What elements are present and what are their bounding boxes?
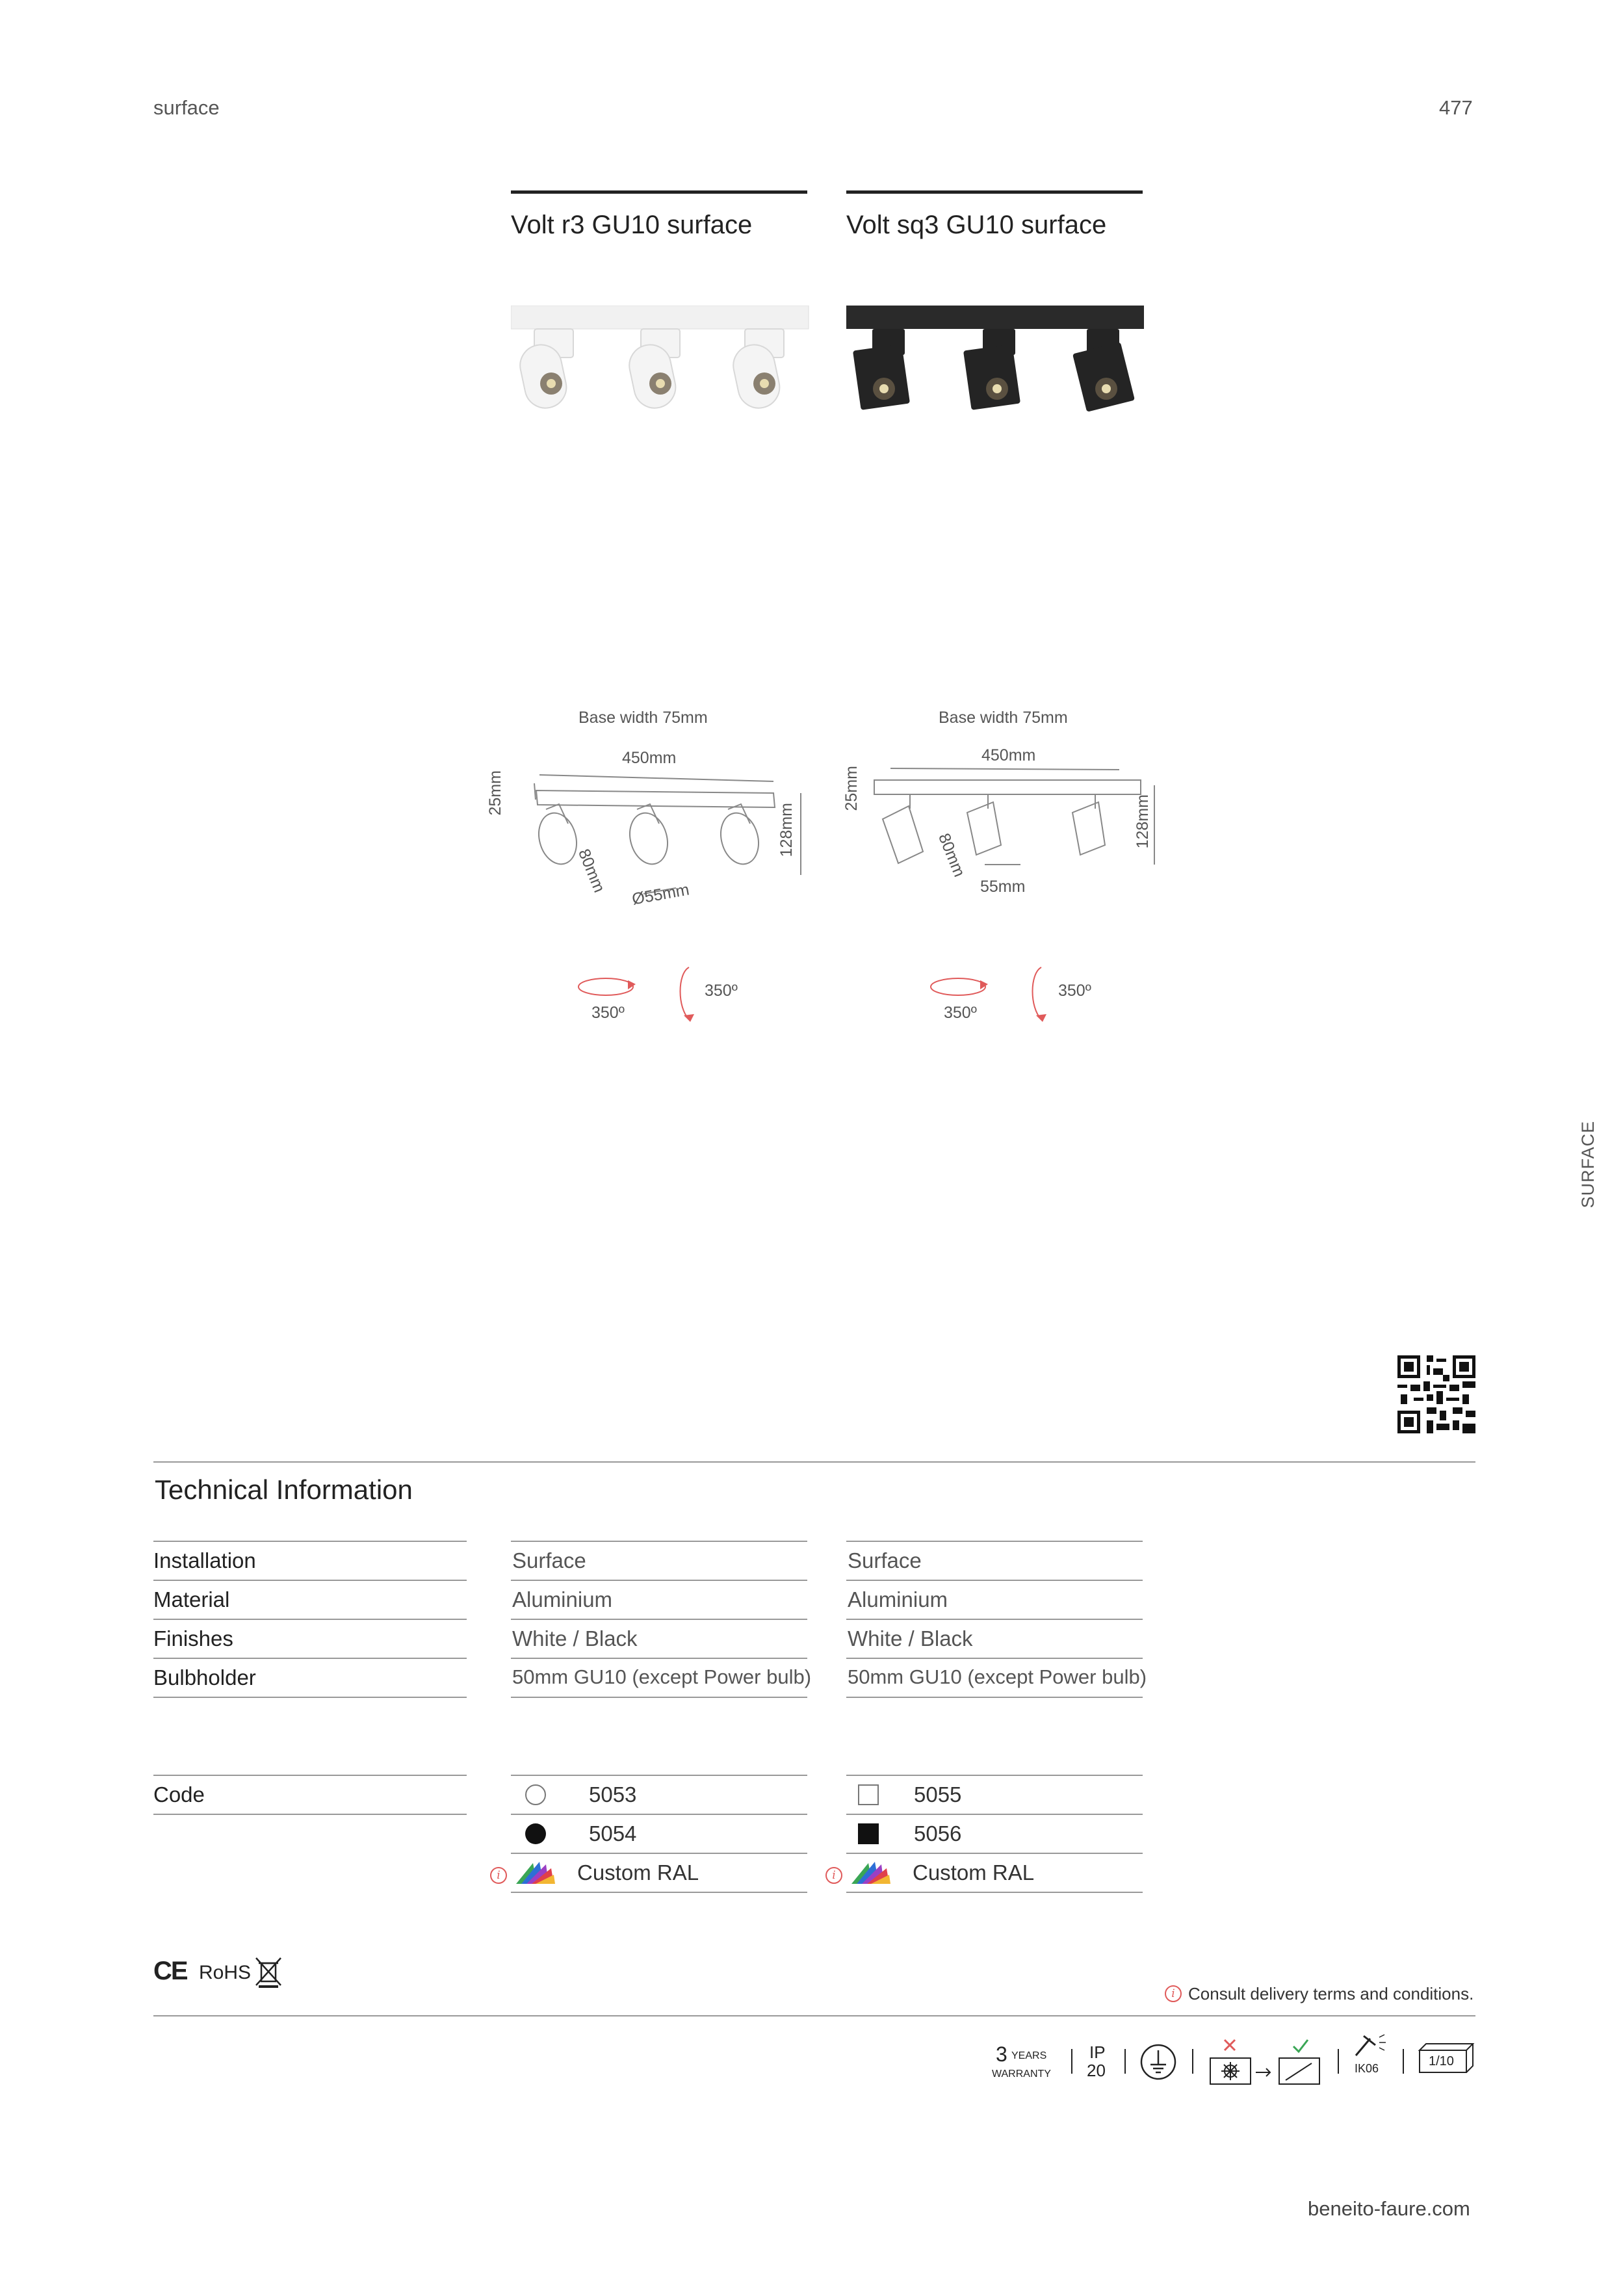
product-1-head: Ø55mm — [630, 880, 691, 909]
product-2-rotation-vertical: 350º — [1058, 982, 1091, 1000]
warranty-years: 3 — [996, 2042, 1007, 2066]
info-icon[interactable]: i — [825, 1867, 842, 1884]
separator — [1403, 2049, 1404, 2074]
product-1-installation: Surface — [512, 1548, 586, 1572]
separator — [1071, 2049, 1072, 2074]
label-material: Material — [153, 1587, 230, 1611]
product-1-arm: 80mm — [575, 846, 609, 895]
code-rule — [846, 1892, 1143, 1893]
impact-hammer-icon — [1352, 2032, 1388, 2058]
black-round-swatch-icon — [525, 1823, 546, 1844]
ik-rating: IK06 — [1355, 2062, 1379, 2075]
code-rule — [511, 1892, 807, 1893]
spec-rule — [846, 1580, 1143, 1581]
product-2-finishes: White / Black — [848, 1626, 973, 1650]
code-rule — [511, 1853, 807, 1854]
product-2-rotation-icon — [924, 962, 1067, 1034]
spec-rule — [846, 1697, 1143, 1698]
product-2-photo — [846, 306, 1145, 413]
product-2-base-width: Base width 75mm — [939, 709, 1068, 727]
spec-rule — [846, 1658, 1143, 1659]
delivery-note: Consult delivery terms and conditions. — [1188, 1984, 1474, 2003]
product-2-material: Aluminium — [848, 1587, 948, 1611]
code-5054[interactable]: 5054 — [589, 1821, 637, 1846]
ip-label: IP — [1089, 2042, 1106, 2062]
spec-rule — [511, 1580, 807, 1581]
code-rule — [511, 1814, 807, 1815]
spec-rule — [511, 1697, 807, 1698]
weee-bin-icon — [253, 1955, 283, 1989]
spec-rule — [846, 1619, 1143, 1620]
product-1-base-width: Base width 75mm — [578, 709, 708, 727]
product-2-installation: Surface — [848, 1548, 922, 1572]
ce-mark-icon: CE — [153, 1957, 187, 1985]
spec-rule — [511, 1658, 807, 1659]
code-rule — [153, 1814, 467, 1815]
product-2-title: Volt sq3 GU10 surface — [846, 211, 1107, 239]
code-5053[interactable]: 5053 — [589, 1782, 637, 1807]
label-bulbholder: Bulbholder — [153, 1665, 256, 1689]
separator — [1338, 2049, 1339, 2074]
product-1-photo — [511, 306, 810, 413]
product-2-custom-ral[interactable]: Custom RAL — [913, 1860, 1035, 1885]
spec-rule — [846, 1541, 1143, 1542]
product-1-title-rule — [511, 190, 807, 194]
product-1-rotation-vertical: 350º — [705, 982, 738, 1000]
product-2-rotation-horizontal: 350º — [944, 1004, 977, 1022]
warranty-label: WARRANTY — [992, 2068, 1051, 2080]
info-icon[interactable]: i — [490, 1867, 507, 1884]
footer-top-rule — [153, 2015, 1475, 2016]
product-2-title-rule — [846, 190, 1143, 194]
website-link[interactable]: beneito-faure.com — [1308, 2197, 1470, 2220]
product-2-base-height: 25mm — [842, 766, 861, 811]
product-1-finishes: White / Black — [512, 1626, 638, 1650]
spec-rule — [153, 1619, 467, 1620]
black-square-swatch-icon — [858, 1823, 879, 1844]
ip-value: 20 — [1087, 2061, 1106, 2080]
page-number: 477 — [1439, 96, 1473, 119]
white-square-swatch-icon — [858, 1784, 879, 1805]
ral-color-fan-icon — [849, 1859, 892, 1885]
product-2-bulbholder: 50mm GU10 (except Power bulb) — [848, 1665, 1147, 1688]
label-finishes: Finishes — [153, 1626, 233, 1650]
package-ratio: 1/10 — [1429, 2054, 1454, 2068]
spec-rule — [153, 1580, 467, 1581]
label-code: Code — [153, 1782, 205, 1807]
spec-rule — [511, 1619, 807, 1620]
ral-color-fan-icon — [513, 1859, 556, 1885]
white-round-swatch-icon — [525, 1784, 546, 1805]
code-rule — [846, 1853, 1143, 1854]
product-2-head: 55mm — [980, 878, 1026, 896]
separator — [1124, 2049, 1126, 2074]
product-2-height: 128mm — [1134, 794, 1152, 849]
code-rule — [846, 1775, 1143, 1776]
product-1-rotation-horizontal: 350º — [591, 1004, 625, 1022]
technical-top-rule — [153, 1461, 1475, 1463]
code-5055[interactable]: 5055 — [914, 1782, 962, 1807]
info-icon[interactable]: i — [1165, 1985, 1182, 2002]
product-1-rotation-icon — [572, 962, 715, 1034]
separator — [1192, 2049, 1193, 2074]
code-5056[interactable]: 5056 — [914, 1821, 962, 1846]
spec-rule — [153, 1658, 467, 1659]
product-1-title: Volt r3 GU10 surface — [511, 211, 753, 239]
product-1-bulbholder: 50mm GU10 (except Power bulb) — [512, 1665, 812, 1688]
surface-mounting-icon — [1208, 2036, 1331, 2088]
product-1-custom-ral[interactable]: Custom RAL — [577, 1860, 699, 1885]
code-rule — [846, 1814, 1143, 1815]
product-1-base-height: 25mm — [486, 770, 504, 816]
technical-title: Technical Information — [155, 1474, 413, 1505]
code-rule — [511, 1775, 807, 1776]
spec-rule — [153, 1541, 467, 1542]
product-1-height: 128mm — [777, 803, 796, 857]
product-1-material: Aluminium — [512, 1587, 613, 1611]
code-rule — [153, 1775, 467, 1776]
rohs-mark: RoHS — [199, 1962, 252, 1983]
label-installation: Installation — [153, 1548, 256, 1572]
product-2-arm: 80mm — [935, 831, 969, 880]
side-section-tab: SURFACE — [1578, 1121, 1598, 1208]
product-1-length: 450mm — [622, 749, 677, 767]
product-2-length: 450mm — [981, 746, 1036, 764]
ground-class-icon — [1139, 2042, 1178, 2081]
section-label: surface — [153, 96, 220, 119]
warranty-label-years: YEARS — [1011, 2050, 1047, 2061]
spec-rule — [153, 1697, 467, 1698]
spec-rule — [511, 1541, 807, 1542]
qr-code[interactable] — [1397, 1355, 1475, 1433]
